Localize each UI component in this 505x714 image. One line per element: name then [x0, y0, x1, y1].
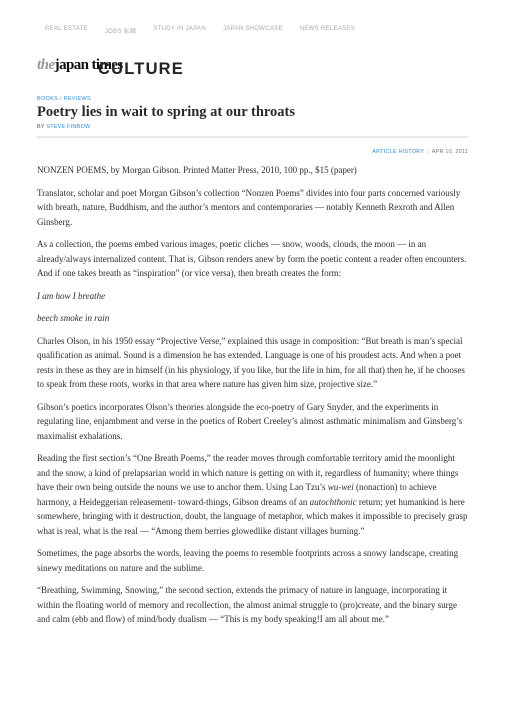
breadcrumb	[37, 96, 91, 102]
paragraph: Charles Olson, in his 1950 essay “Projective Verse,” explained this usage in composition: “But breath is man’s special qualification as animal. Sound is a dimension he has extended. Language is one of his proudest acts. And when a poet rests in these as they are in himself (in his physiology, if you like, but the life in him, for all that) then he, if he chooses to speak from these roots, works in that area where nature has given him size, projective size.”	[37, 335, 465, 389]
author-link[interactable]: STEVE FINBOW	[46, 124, 91, 130]
nav-news-releases[interactable]: NEWS RELEASES	[299, 26, 355, 32]
headline-divider	[37, 136, 468, 138]
text-run: (nonaction) to achieve harmony, a Heideggerian releasement- toward-things, Gibson dreams of an	[37, 482, 437, 507]
paragraph: Gibson’s poetics incorporates Olson’s theories alongside the eco-poetry of Gary Snyder, and the experiments in regulating line, enjambment and verse in the poetics of Robert Creeley’s almost asthmatic minimalism and Ginsberg’s maximalist exhalations.	[37, 401, 463, 441]
emphasis: autochthonic	[309, 496, 357, 507]
book-details: NONZEN POEMS, by Morgan Gibson. Printed Matter Press, 2010, 100 pp., $15 (paper)	[37, 165, 357, 175]
breadcrumb-reviews[interactable]: REVIEWS	[63, 96, 92, 102]
breadcrumb-separator: /	[59, 96, 62, 102]
logo-japan-times: japan times	[54, 57, 123, 73]
paragraph: Translator, scholar and poet Morgan Gibson’s collection “Nonzen Poems” divides into four parts concerned variously with breath, nature, Buddhism, and the author’s mentors and contemporaries — notably Kenneth Rexroth and Allen Ginsberg.	[37, 187, 461, 227]
article-meta	[372, 149, 468, 155]
byline	[37, 124, 90, 130]
nav-study-in-japan[interactable]: STUDY IN JAPAN	[153, 26, 206, 32]
paragraph	[37, 451, 470, 538]
logo-the: the	[37, 57, 55, 73]
paragraph: Sometimes, the page absorbs the words, leaving the poems to resemble footprints across a snowy landscape, creating sinewy meditations on nature and the sublime.	[37, 548, 459, 573]
emphasis: wu-wei	[327, 482, 354, 492]
nav-jobs[interactable]: JOBS 転職	[104, 29, 137, 35]
text-run: Reading the first section’s “One Breath Poems,” the reader moves through comfortable territory amid the moonlight and the snow, a kind of prelapsarian world in which nature is getting on with it, regardless of humanity; where things have their own being outside the nouns we use to anchor them. Using Lao Tzu’s	[37, 453, 459, 492]
meta-separator: |	[427, 149, 429, 155]
section-title: CULTURE	[98, 60, 185, 78]
byline-prefix: BY	[37, 124, 45, 130]
article-headline: Poetry lies in wait to spring at our throats	[37, 104, 296, 120]
paragraph: As a collection, the poems embed various images, poetic cliches — snow, woods, clouds, the moon — in an already/always internalized content. That is, Gibson renders anew by form the poetic content a reader often encounters. And if one takes breath as “inspiration” (or vice versa), then breath creates the form:	[37, 239, 467, 278]
paragraph: “Breathing, Swimming, Snowing,” the second section, extends the primacy of nature in language, incorporating it within the floating world of memory and recollection, the almost animal struggle to (pro)create, and the binary surge and calm (ebb and flow) of mind/body dualism — “This is my body speaking!I am all about me.”	[37, 585, 457, 624]
publish-date: APR 10, 2011	[431, 149, 468, 155]
site-logo[interactable]	[37, 56, 237, 78]
nav-real-estate[interactable]: REAL ESTATE	[45, 26, 88, 32]
nav-japan-showcase[interactable]: JAPAN SHOWCASE	[222, 26, 283, 32]
top-nav	[45, 26, 372, 35]
breadcrumb-books[interactable]: BOOKS	[37, 96, 59, 102]
poem-line: I am how I breathe	[37, 290, 106, 301]
text-run: return; yet humankind is here somewhere, bringing with it destruction, doubt, the language of metaphor, which makes it impossible to precisely grasp what is real, what is the real — “Among them berries glowedlike distant villages burning.”	[37, 496, 468, 536]
poem-line: beech smoke in rain	[37, 313, 110, 323]
article-history-link[interactable]: ARTICLE HISTORY	[372, 149, 425, 155]
article-body	[37, 163, 470, 635]
